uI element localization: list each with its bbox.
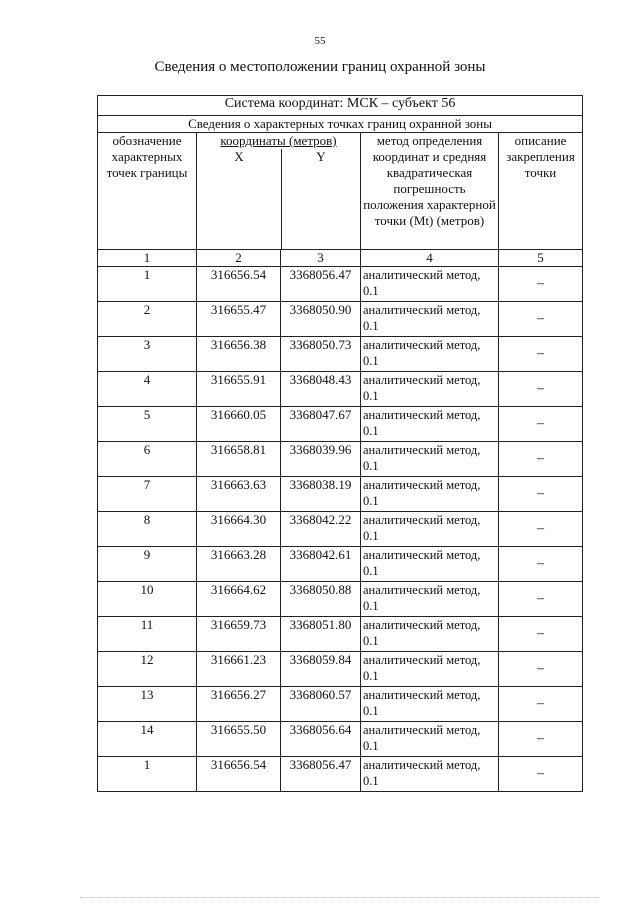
- header-description: описание закрепления точки: [499, 133, 583, 250]
- coordinate-x: 316663.28: [197, 547, 281, 582]
- point-number: 9: [98, 547, 197, 582]
- table-row: [98, 442, 583, 477]
- method-cell: аналитический метод, 0.1: [361, 407, 499, 442]
- coordinate-y: 3368038.19: [281, 477, 361, 512]
- description-cell: –: [499, 617, 583, 652]
- coordinate-x: 316658.81: [197, 442, 281, 477]
- point-number: 4: [98, 372, 197, 407]
- description-cell: –: [499, 722, 583, 757]
- coordinate-x: 316656.54: [197, 267, 281, 302]
- coordinate-y: 3368048.43: [281, 372, 361, 407]
- coordinate-x: 316656.27: [197, 687, 281, 722]
- column-number: 5: [499, 250, 583, 267]
- point-number: 14: [98, 722, 197, 757]
- description-cell: –: [499, 687, 583, 722]
- coordinate-x: 316655.91: [197, 372, 281, 407]
- description-cell: –: [499, 337, 583, 372]
- coordinate-y: 3368056.64: [281, 722, 361, 757]
- method-cell: аналитический метод, 0.1: [361, 267, 499, 302]
- column-number: 4: [361, 250, 499, 267]
- coordinate-x: 316659.73: [197, 617, 281, 652]
- table-row: [98, 582, 583, 617]
- coordinates-table: [97, 95, 583, 792]
- coordinate-y: 3368039.96: [281, 442, 361, 477]
- coordinate-y: 3368060.57: [281, 687, 361, 722]
- coordinate-x: 316661.23: [197, 652, 281, 687]
- method-cell: аналитический метод, 0.1: [361, 547, 499, 582]
- coordinate-x: 316660.05: [197, 407, 281, 442]
- description-cell: –: [499, 477, 583, 512]
- description-cell: –: [499, 407, 583, 442]
- point-number: 1: [98, 757, 197, 792]
- description-cell: –: [499, 512, 583, 547]
- point-number: 2: [98, 302, 197, 337]
- coordinate-y: 3368042.22: [281, 512, 361, 547]
- method-cell: аналитический метод, 0.1: [361, 477, 499, 512]
- system-row: [98, 96, 583, 116]
- coordinate-y: 3368056.47: [281, 757, 361, 792]
- page-number: 55: [314, 35, 326, 47]
- table-row: [98, 757, 583, 792]
- header-y: Y: [316, 149, 326, 164]
- table-row: [98, 267, 583, 302]
- point-number: 1: [98, 267, 197, 302]
- method-cell: аналитический метод, 0.1: [361, 337, 499, 372]
- point-number: 13: [98, 687, 197, 722]
- header-coordinates: [197, 133, 361, 250]
- column-numbers-row: [98, 250, 583, 267]
- table-subtitle: Сведения о характерных точках границ охранной зоны: [98, 116, 583, 133]
- point-number: 12: [98, 652, 197, 687]
- description-cell: –: [499, 652, 583, 687]
- coordinate-y: 3368050.88: [281, 582, 361, 617]
- description-cell: –: [499, 267, 583, 302]
- method-cell: аналитический метод, 0.1: [361, 757, 499, 792]
- header-point-designation: обозначение характерных точек границы: [98, 133, 197, 250]
- point-number: 3: [98, 337, 197, 372]
- method-cell: аналитический метод, 0.1: [361, 512, 499, 547]
- table-row: [98, 652, 583, 687]
- coordinate-y: 3368059.84: [281, 652, 361, 687]
- method-cell: аналитический метод, 0.1: [361, 652, 499, 687]
- document-title: Сведения о местоположении границ охранной зоны: [154, 59, 486, 75]
- subtitle-row: [98, 116, 583, 133]
- method-cell: аналитический метод, 0.1: [361, 687, 499, 722]
- coordinate-x: 316655.47: [197, 302, 281, 337]
- table-row: [98, 547, 583, 582]
- coordinate-x: 316655.50: [197, 722, 281, 757]
- column-number: 1: [98, 250, 197, 267]
- coordinate-y: 3368050.90: [281, 302, 361, 337]
- description-cell: –: [499, 302, 583, 337]
- table-row: [98, 722, 583, 757]
- coordinate-y: 3368042.61: [281, 547, 361, 582]
- table-row: [98, 512, 583, 547]
- coordinate-system: Система координат: МСК – субъект 56: [98, 96, 583, 116]
- coordinate-x: 316656.38: [197, 337, 281, 372]
- coordinate-y: 3368047.67: [281, 407, 361, 442]
- method-cell: аналитический метод, 0.1: [361, 442, 499, 477]
- header-x: X: [197, 149, 282, 249]
- point-number: 8: [98, 512, 197, 547]
- method-cell: аналитический метод, 0.1: [361, 302, 499, 337]
- coordinate-y: 3368050.73: [281, 337, 361, 372]
- coordinate-y: 3368051.80: [281, 617, 361, 652]
- column-number: 3: [281, 250, 361, 267]
- point-number: 11: [98, 617, 197, 652]
- point-number: 10: [98, 582, 197, 617]
- description-cell: –: [499, 442, 583, 477]
- point-number: 5: [98, 407, 197, 442]
- header-coordinates-label: координаты (метров): [220, 133, 337, 148]
- coordinate-x: 316663.63: [197, 477, 281, 512]
- description-cell: –: [499, 372, 583, 407]
- coordinate-x: 316656.54: [197, 757, 281, 792]
- column-number: 2: [197, 250, 281, 267]
- table-row: [98, 617, 583, 652]
- table-row: [98, 337, 583, 372]
- scan-artifact-line: [80, 897, 600, 899]
- method-cell: аналитический метод, 0.1: [361, 617, 499, 652]
- coordinate-x: 316664.30: [197, 512, 281, 547]
- method-cell: аналитический метод, 0.1: [361, 582, 499, 617]
- description-cell: –: [499, 547, 583, 582]
- method-cell: аналитический метод, 0.1: [361, 722, 499, 757]
- table-row: [98, 372, 583, 407]
- table-row: [98, 687, 583, 722]
- coordinate-y: 3368056.47: [281, 267, 361, 302]
- description-cell: –: [499, 582, 583, 617]
- point-number: 6: [98, 442, 197, 477]
- header-row: [98, 133, 583, 250]
- description-cell: –: [499, 757, 583, 792]
- method-cell: аналитический метод, 0.1: [361, 372, 499, 407]
- table-row: [98, 302, 583, 337]
- table-row: [98, 407, 583, 442]
- table-row: [98, 477, 583, 512]
- header-method: метод определения координат и средняя квадратическая погрешность положения характерной точки (Mt) (метров): [361, 133, 499, 250]
- point-number: 7: [98, 477, 197, 512]
- coordinate-x: 316664.62: [197, 582, 281, 617]
